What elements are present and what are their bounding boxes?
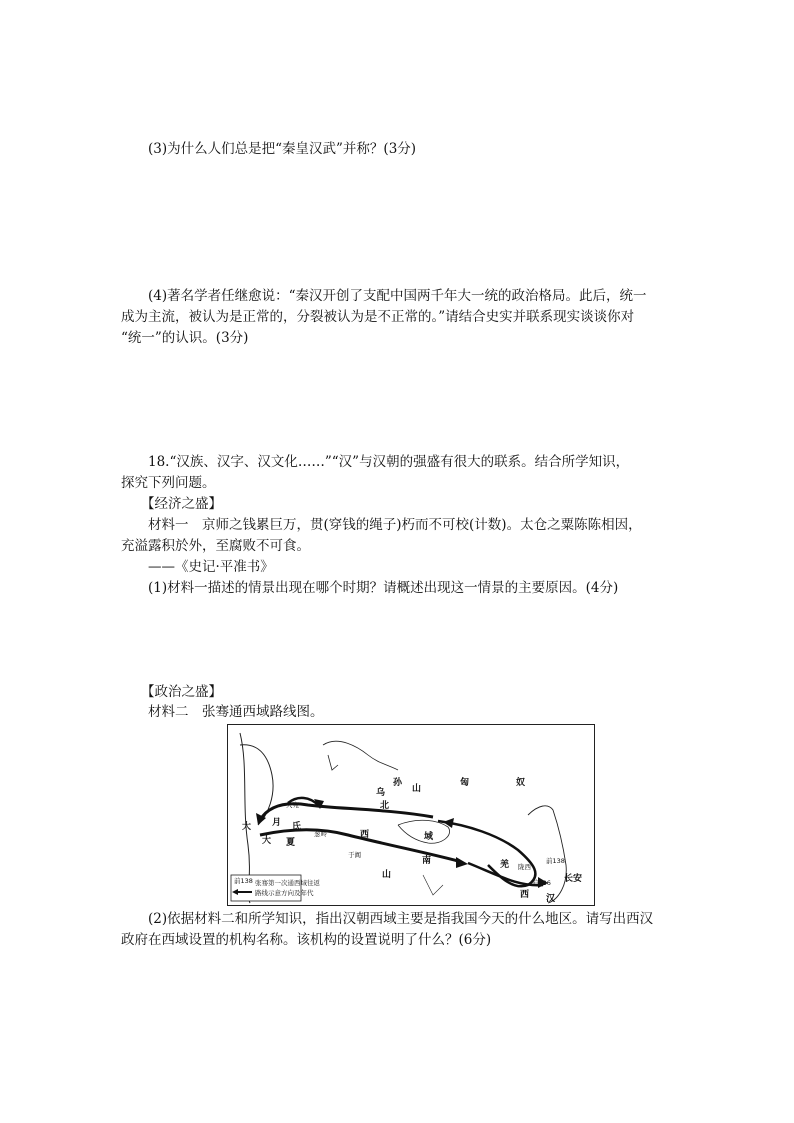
route-map-svg: [228, 725, 594, 905]
legend-text-1: 张骞第一次通西域往返: [255, 879, 320, 887]
map-label: 夏: [286, 838, 296, 848]
map-label: 大: [262, 836, 272, 846]
sub-question-2-line1: (2)依据材料二和所学知识，指出汉朝西域主要是指我国今天的什么地区。请写出西汉: [148, 911, 654, 927]
politics-heading: 【政治之盛】: [141, 684, 222, 700]
map-label: 奴: [516, 778, 526, 788]
question-18-line2: 探究下列问题。: [121, 475, 216, 491]
map-label: 大宛: [286, 801, 299, 809]
question-4-line2: 成为主流，被认为是正常的，分裂被认为是不正常的。”请结合史实并联系现实谈谈你对: [121, 309, 635, 325]
question-3: (3)为什么人们总是把“秦皇汉武”并称？(3分): [148, 141, 417, 157]
map-label: 羌: [500, 860, 510, 870]
map-label: 匈: [460, 778, 470, 788]
question-4-line1: (4)著名学者任继愈说：“秦汉开创了支配中国两千年大一统的政治格局。此后，统一: [148, 288, 647, 304]
map-label: 乌: [376, 788, 386, 798]
map-label: 北: [380, 801, 390, 811]
map-label: 长安: [564, 874, 583, 884]
map-label: 西: [360, 830, 370, 840]
sub-question-2-line2: 政府在西域设置的机构名称。该机构的设置说明了什么？(6分): [121, 932, 492, 948]
map-label: 前126: [532, 879, 551, 887]
map-label: 西: [520, 890, 530, 900]
sub-question-1: (1)材料一描述的情景出现在哪个时期？请概述出现这一情景的主要原因。(4分): [148, 580, 619, 596]
map-label: 域: [424, 832, 434, 842]
legend-year: 前138: [234, 877, 253, 885]
question-4-line3: “统一”的认识。(3分): [121, 330, 249, 346]
map-label: 孙: [393, 778, 403, 788]
map-label: 山: [412, 784, 422, 794]
map-label: 南: [422, 856, 432, 866]
map-label: 葱岭: [314, 830, 327, 838]
question-18-line1: 18.“汉族、汉字、汉文化……”“汉”与汉朝的强盛有很大的联系。结合所学知识，: [148, 454, 630, 470]
map-label: 大: [242, 822, 252, 832]
map-label: 汉: [546, 894, 556, 904]
legend-text-2: 路线示意方向及年代: [255, 889, 314, 897]
map-label: 氏: [292, 822, 302, 832]
economy-heading: 【经济之盛】: [141, 496, 222, 512]
material-1-source: ——《史记·平准书》: [148, 559, 274, 575]
zhang-qian-route-map: [227, 724, 595, 906]
material-1-line1: 材料一 京师之钱累巨万，贯(穿钱的绳子)朽而不可校(计数)。太仓之粟陈陈相因，: [148, 517, 642, 533]
material-2: 材料二 张骞通西域路线图。: [148, 704, 324, 720]
map-label: 月: [272, 818, 282, 828]
map-label: 陇西: [518, 863, 531, 871]
map-label: 前138: [546, 857, 565, 865]
map-label: 于阗: [348, 851, 361, 859]
material-1-line2: 充溢露积於外，至腐败不可食。: [121, 538, 310, 554]
map-label: 山: [382, 870, 392, 880]
